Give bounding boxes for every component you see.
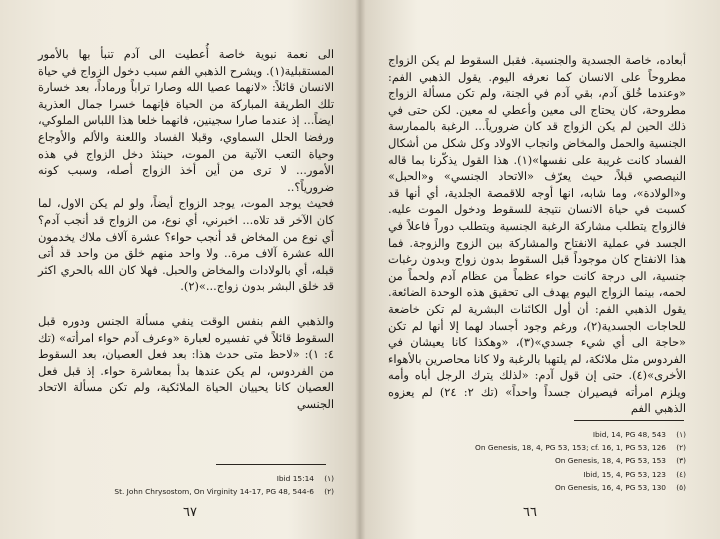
left-paragraph-3: والذهبي الفم بنفس الوقت ينفي مسألة الجنس ودوره قبل السقوط قائلاً في تفسيره لعبارة «وعرف آدم حواء امرأته» (تك ٤: ١): «لاحظ متى حدث هذا: بعد فعل العصيان، بعد السقوط من الفردوس، لم يكن عندها بدأ بمعاشرة حواء. إذ قبل فعل العصيان كانا يحييان الحياة الملائكية، ولم تكن مسألة الاتحاد الجنسي	[38, 313, 334, 411]
footnote-text: St. John Chrysostom, On Virginity 14-17, PG 48, 544-6	[114, 487, 314, 497]
footnote-text: On Genesis, 16, 4, PG 53, 130	[554, 482, 666, 492]
page-number: ٦٦	[523, 505, 537, 520]
footnote	[388, 481, 686, 494]
left-footnotes	[38, 472, 334, 498]
left-page-body	[38, 46, 334, 412]
right-footnotes	[388, 428, 686, 494]
footnote-number: (١)	[324, 474, 334, 483]
footnote-number: (٤)	[676, 469, 686, 479]
footnote-text: Ibid 15:14	[276, 474, 314, 483]
footnote	[388, 428, 686, 441]
left-paragraph-2: فحيث يوجد الموت، يوجد الزواج أيضاً، ولو لم يكن الاول، لما كان الآخر قد تلاه... اخبرني، أي نوع، من الزواج قد أنجب آدم؟ أي نوع من المخاض قد أنجب حواء؟ عشرة آلاف ملاك يخدمون الله عشرة آلاف مرة.. ولا واحد منهم خلق من واحد قد أتى قبله، أي بالولادات والمخاض والحبل. فهلا كان الله بالحري اكثر قد خلق البشر بدون زواج...»(٢).	[38, 196, 334, 294]
footnote-text: Ibid, 15, 4, PG 53, 123	[583, 469, 666, 479]
left-paragraph-1: الى نعمة نبوية خاصة أُعطيت الى آدم تنبأ بها بالأمور المستقبلية(١). ويشرح الذهبي الفم سبب دخول الزواج في حياة الانسان قائلاً: «لانهما عصيا الله وصارا تراباً ورماداً، بعد خسارة تلك الطريقة المباركة من الحياة فإنهما خسرا جمال العذرية ايضاً... إذ عندما صارا سجينين، فانهما خلعا هذا اللباس الملوكي، ورفضا الحلل السماوي، وقبلا الفساد واللعنة والألم والأوجاع وحياة التعب الآتية من الموت، حينئذ دخل الزواج في هذه الأمور... لا ترى من أين أخذ الزواج أصله، وسبب كونه ضرورياً؟..	[38, 47, 334, 194]
footnote	[388, 454, 686, 467]
footnote-number: (٣)	[676, 456, 686, 466]
page-number: ٦٧	[183, 505, 197, 520]
right-page-body	[388, 52, 686, 417]
right-page	[360, 0, 720, 539]
footnote-text: Ibid, 14, PG 48, 543	[592, 430, 666, 439]
footnote-text: On Genesis, 18, 4, PG 53, 153; cf. 16, 1, PG 53, 126	[475, 443, 666, 453]
right-paragraph-1: أبعاده، خاصة الجسدية والجنسية. فقبل السقوط لم يكن الزواج مطروحاً على الانسان كما نعرفه اليوم. يقول الذهبي الفم: «وعندما خُلق آدم، بقي آدم في الجنة، ولم تكن مسألة الزواج مطروحة، كان يحتاج الى معين وأعطي له معين. لكن حتى في ذلك الحين لم يكن الزواج قد كان ضرورياً... الرغبة بالممارسة الجنسية والحمل والمخاض وانجاب الاولاد وكل شكل من أشكال الفساد كانت غريبة على نفسها»(١). هذا القول يذكّرنا بما قاله النيصصي قبلاً، حيث يعرّف «الاتحاد الجنسي» و«الحبل» و«الولادة»، وما شابه، انها أوجه للاقمصة الجلدية، أي أنها قد كسبت في حياة الانسان نتيجة للسقوط ودخول الموت عليه. فالزواج يتطلب مشاركة الرغبة الجنسية ويتطلب دوراً فاعلاً في الجسد في عملية الانفتاح والمشاركة بين الزوج والزوجة. فما هذا الانفتاح كان موجوداً قبل السقوط بدون زواج وبدون رغبات جنسية، الى درجة كانت حواء عظماً من عظام آدم ولحماً من لحمه، بينما الزواج اليوم يهدف الى تحقيق هذه الوحدة الضائعة. يقول الذهبي الفم: أن أول الكائنات البشرية لم تكن خاضعة للحاجات الجسدية(٢)، ورغم وجود أجساد لهما إلا أنها لم تكن «حاجة الى أي شيء جسدي»(٣)، «وهكذا كانا يعيشان في الفردوس مثل ملائكة، لم يلتهبا بالرغبة ولا كانا محاصرين بالأهواء الأخرى»(٤). حتى إن قول آدم: «لذلك يترك الرجل أباه وأمه ويلزم امرأته فيصيران جسداً واحداً» (تك ٢: ٢٤) لم يعزوه الذهبي الفم	[388, 53, 686, 416]
footnote-divider	[216, 464, 326, 465]
footnote	[38, 485, 334, 498]
footnote-number: (١)	[676, 430, 686, 439]
footnote-number: (٢)	[676, 443, 686, 453]
footnote-text: On Genesis, 18, 4, PG 53, 153	[554, 456, 666, 466]
footnote-number: (٢)	[324, 487, 334, 497]
footnote	[388, 468, 686, 481]
footnote	[388, 441, 686, 454]
footnote-divider	[574, 420, 684, 421]
footnote	[38, 472, 334, 485]
footnote-number: (٥)	[676, 482, 686, 492]
